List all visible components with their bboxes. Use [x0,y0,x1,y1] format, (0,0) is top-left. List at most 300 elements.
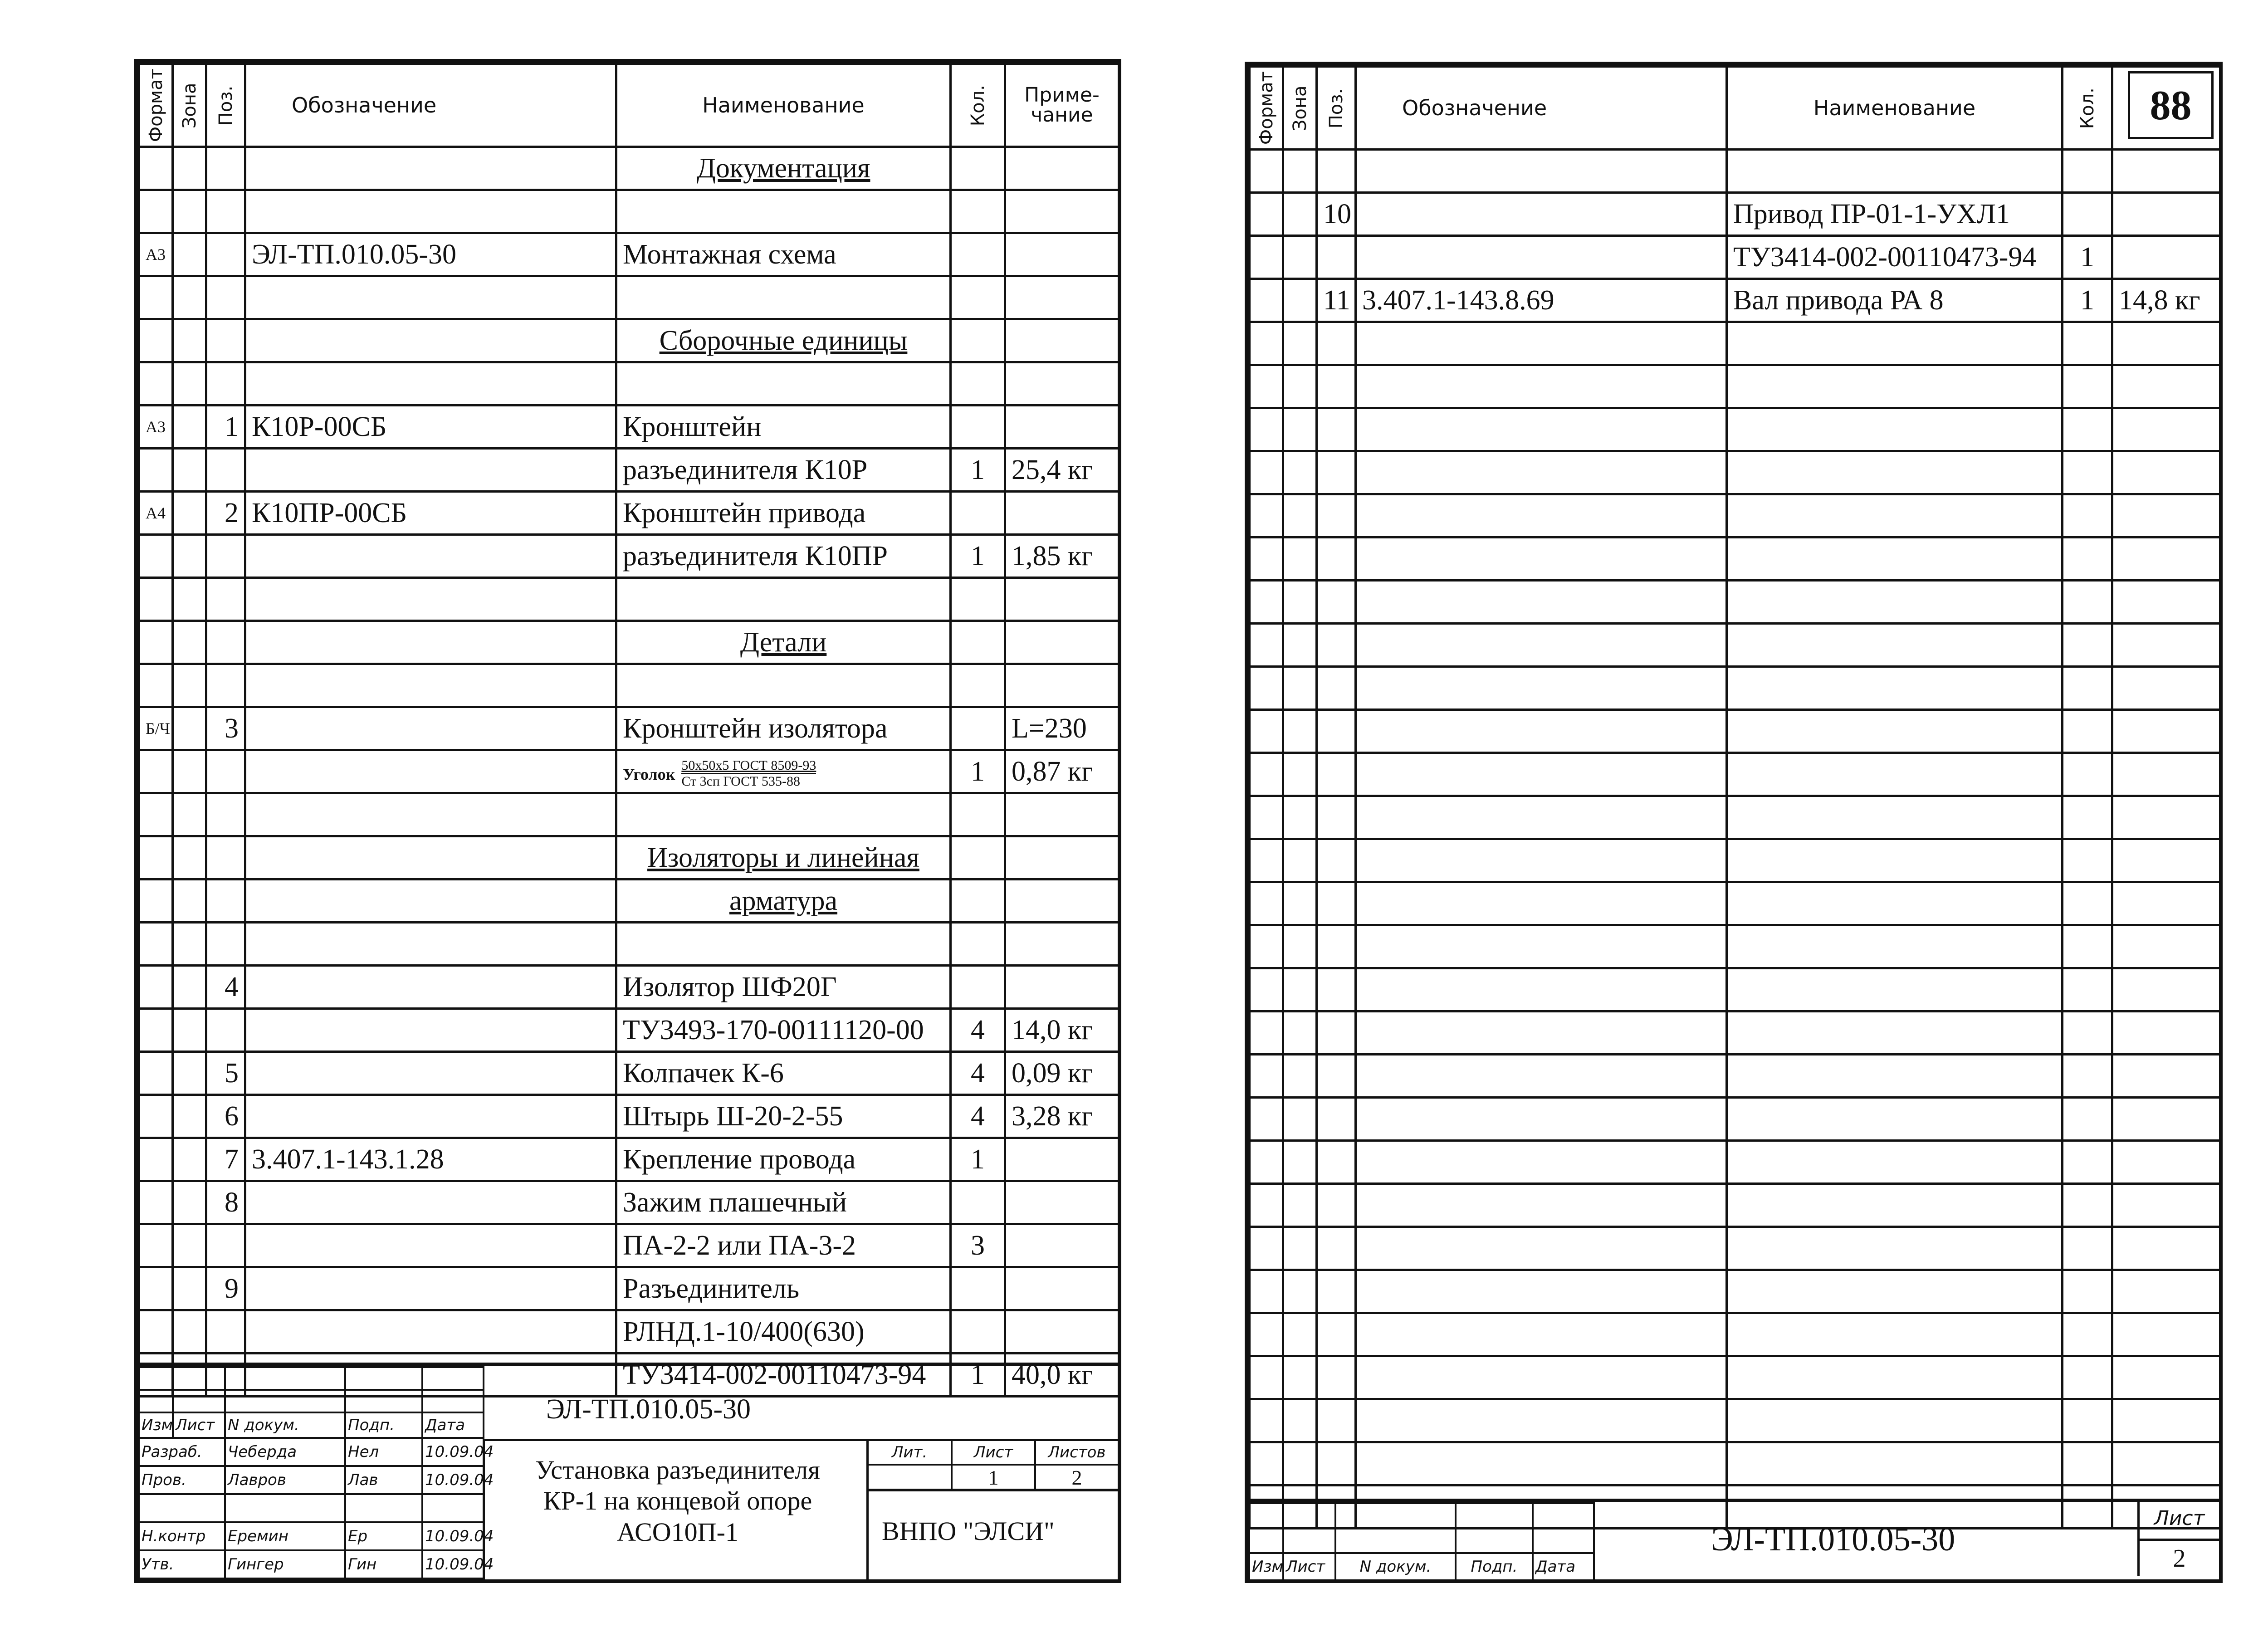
listov-value: 2 [1035,1465,1119,1490]
table-row [139,793,1119,836]
header-format-2: Формат [1250,67,1283,150]
empty-row [1250,581,2220,624]
table-row [139,492,1119,535]
empty-cell [1250,1442,1283,1485]
table-row [139,621,1119,664]
qty-cell [951,966,1005,1009]
empty-cell [1317,537,1356,581]
note-cell [1005,664,1119,707]
empty-cell [1283,408,1317,451]
role-label: Н.контр [139,1522,225,1550]
empty-cell [1356,581,1727,624]
format-cell [139,621,173,664]
zone-cell [173,492,206,535]
empty-cell [2063,882,2112,925]
empty-cell [2112,882,2220,925]
qty-cell: 1 [2063,279,2112,322]
document-title [492,1455,864,1548]
designation-cell: 3.407.1-143.8.69 [1356,279,1727,322]
empty-cell [1250,1399,1283,1442]
empty-cell [1317,1227,1356,1270]
empty-cell [1356,882,1727,925]
qty-cell [951,1181,1005,1224]
zone-cell [173,793,206,836]
empty-cell [1727,537,2063,581]
qty-cell [951,707,1005,750]
name-cell [1727,150,2063,193]
spec-sheet-1 [134,59,1121,1583]
table-row [139,923,1119,966]
qty-cell [951,190,1005,233]
sheet-info-grid [866,1439,1119,1491]
empty-cell [1727,1011,2063,1055]
empty-cell [2063,1055,2112,1098]
empty-cell [1317,925,1356,968]
empty-cell [1283,1055,1317,1098]
format-cell [139,578,173,621]
designation-cell [245,621,616,664]
table-row [139,664,1119,707]
zone-cell [173,1267,206,1310]
sign-date: 10.09.04 [422,1522,484,1550]
person-name: Еремин [225,1522,345,1550]
designation-cell: К10ПР-00СБ [245,492,616,535]
designation-cell [245,276,616,319]
qty-cell [2063,150,2112,193]
blank [422,1390,484,1412]
empty-cell [1317,968,1356,1011]
qty-cell [951,319,1005,362]
table-row [139,449,1119,492]
empty-cell [1250,451,1283,494]
designation-cell [245,1224,616,1267]
table-row [139,1095,1119,1138]
empty-cell [1356,494,1727,537]
empty-cell [1317,753,1356,796]
name-cell: Вал привода РА 8 [1727,279,2063,322]
table-row [1250,150,2220,193]
note-cell [1005,836,1119,880]
empty-cell [2063,624,2112,667]
role-label: Пров. [139,1466,225,1494]
empty-row [1250,408,2220,451]
designation-cell [1356,236,1727,279]
empty-cell [2063,322,2112,365]
zone-cell [173,880,206,923]
empty-cell [1356,968,1727,1011]
empty-cell [1317,494,1356,537]
empty-row [1250,710,2220,753]
pos-cell [206,362,245,406]
note-cell: 25,4 кг [1005,449,1119,492]
pos-cell [206,449,245,492]
name-cell [616,578,951,621]
format-cell: А3 [139,406,173,449]
blank [139,1367,173,1390]
format-cell [139,147,173,190]
person-name [225,1494,345,1522]
pos-cell [206,190,245,233]
empty-cell [1727,968,2063,1011]
designation-cell [245,319,616,362]
pos-cell [206,1009,245,1052]
empty-cell [2063,451,2112,494]
note-cell [2112,193,2220,236]
format-cell [139,880,173,923]
empty-cell [1283,1011,1317,1055]
signature: Гин [345,1550,422,1578]
profile-label: Уголок [623,765,675,784]
table-row [139,319,1119,362]
empty-cell [1250,624,1283,667]
name-cell [616,190,951,233]
lit-value [867,1465,952,1490]
table-row [139,535,1119,578]
sign-date: 10.09.04 [422,1466,484,1494]
pos-cell: 1 [206,406,245,449]
zone-cell [173,750,206,793]
empty-cell [1283,581,1317,624]
note-cell [1005,923,1119,966]
empty-cell [1356,667,1727,710]
empty-cell [1250,408,1283,451]
empty-row [1250,1098,2220,1141]
format-cell [139,1224,173,1267]
empty-cell [1283,1399,1317,1442]
empty-cell [2112,667,2220,710]
col-podp: Подп. [345,1412,422,1438]
col-data: Дата [422,1412,484,1438]
empty-cell [1356,753,1727,796]
qty-cell: 1 [951,1138,1005,1181]
empty-cell [1283,1184,1317,1227]
empty-cell [1317,451,1356,494]
empty-cell [1250,581,1283,624]
table-row [139,1181,1119,1224]
spec-table-2 [1248,65,2221,1529]
table-row [139,836,1119,880]
list-value: 1 [952,1465,1035,1490]
empty-cell [1356,1313,1727,1356]
table-row [139,707,1119,750]
zone-cell [173,664,206,707]
sign-date: 10.09.04 [422,1550,484,1578]
table-row [139,880,1119,923]
qty-cell [2063,193,2112,236]
blank [225,1367,345,1390]
empty-cell [1356,1227,1727,1270]
zone-cell [173,836,206,880]
designation-cell [245,923,616,966]
empty-cell [1356,1184,1727,1227]
blank [345,1390,422,1412]
designation-cell [245,1095,616,1138]
zone-cell [173,923,206,966]
table-row [139,233,1119,276]
empty-cell [1317,710,1356,753]
zone-cell [173,1310,206,1353]
empty-cell [1317,1399,1356,1442]
empty-cell [1250,1356,1283,1399]
material-fraction [681,758,816,788]
format-cell [139,923,173,966]
empty-cell [2063,968,2112,1011]
empty-cell [1727,1227,2063,1270]
empty-cell [1250,753,1283,796]
empty-cell [1283,451,1317,494]
qty-cell [951,793,1005,836]
empty-cell [1727,925,2063,968]
table-row [1250,193,2220,236]
empty-cell [1283,1098,1317,1141]
empty-cell [1250,1141,1283,1184]
empty-cell [1356,1055,1727,1098]
organization: ВНПО "ЭЛСИ" [882,1516,1055,1546]
format-cell [139,836,173,880]
empty-cell [1250,968,1283,1011]
pos-cell [206,880,245,923]
designation-cell [245,449,616,492]
empty-cell [1727,1270,2063,1313]
qty-cell: 4 [951,1095,1005,1138]
empty-cell [1727,624,2063,667]
empty-cell [2112,451,2220,494]
empty-cell [2063,839,2112,882]
empty-cell [1250,1098,1283,1141]
col-izm-2: Изм [1249,1553,1283,1580]
note-cell: 14,8 кг [2112,279,2220,322]
empty-row [1250,1011,2220,1055]
qty-cell [951,621,1005,664]
empty-row [1250,753,2220,796]
signature-grid [138,1366,494,1579]
empty-cell [1250,1055,1283,1098]
empty-cell [2063,796,2112,839]
empty-cell [1317,1055,1356,1098]
empty-cell [1283,839,1317,882]
qty-cell [951,880,1005,923]
empty-row [1250,1227,2220,1270]
designation-cell [245,750,616,793]
name-cell: Монтажная схема [616,233,951,276]
name-cell: разъединителя К10ПР [616,535,951,578]
name-cell: Кронштейн [616,406,951,449]
name-cell: Изолятор ШФ20Г [616,966,951,1009]
empty-cell [2112,1270,2220,1313]
format-cell [139,664,173,707]
pos-cell: 11 [1317,279,1356,322]
empty-cell [2063,365,2112,408]
role-label: Утв. [139,1550,225,1578]
note-cell [1005,880,1119,923]
qty-cell: 4 [951,1052,1005,1095]
empty-cell [1317,365,1356,408]
name-cell: разъединителя К10Р [616,449,951,492]
empty-cell [1356,408,1727,451]
empty-row [1250,1270,2220,1313]
header-qty: Кол. [951,64,1005,147]
empty-row [1250,796,2220,839]
sign-date [422,1494,484,1522]
empty-cell [2063,925,2112,968]
pos-cell: 5 [206,1052,245,1095]
pos-cell [206,621,245,664]
pos-cell [206,923,245,966]
designation-cell [245,535,616,578]
empty-cell [2112,624,2220,667]
table-row [139,362,1119,406]
format-cell [139,966,173,1009]
zone-cell [1283,193,1317,236]
empty-cell [1250,839,1283,882]
sheet-number-cell [2112,67,2220,150]
empty-cell [1727,494,2063,537]
table-row [139,966,1119,1009]
empty-cell [2063,710,2112,753]
qty-cell: 1 [951,1353,1005,1397]
empty-cell [2112,753,2220,796]
empty-row [1250,1184,2220,1227]
empty-cell [1727,1141,2063,1184]
qty-cell [951,147,1005,190]
name-cell: Зажим плашечный [616,1181,951,1224]
format-cell [139,449,173,492]
empty-cell [1727,322,2063,365]
table-row [139,1267,1119,1310]
person-name: Лавров [225,1466,345,1494]
doc-code-1: ЭЛ-ТП.010.05-30 [546,1394,751,1425]
designation-cell [245,836,616,880]
empty-cell [1727,408,2063,451]
format-cell [139,750,173,793]
designation-cell [245,793,616,836]
format-cell [139,1052,173,1095]
change-grid [1248,1502,1595,1581]
qty-cell [951,362,1005,406]
empty-cell [2063,1399,2112,1442]
empty-cell [1250,1227,1283,1270]
empty-cell [1727,581,2063,624]
empty-cell [1727,710,2063,753]
empty-row [1250,322,2220,365]
empty-cell [2112,1141,2220,1184]
section-heading: Детали [616,621,951,664]
note-cell [1005,147,1119,190]
empty-cell [1727,667,2063,710]
pos-cell [206,233,245,276]
empty-cell [1356,365,1727,408]
name-cell: Колпачек К-6 [616,1052,951,1095]
name-cell: ТУ3414-002-00110473-94 [616,1353,951,1397]
empty-cell [2063,494,2112,537]
note-cell [1005,362,1119,406]
empty-cell [1356,451,1727,494]
header-pos-2: Поз. [1317,67,1356,150]
zone-cell [173,1052,206,1095]
header-format: Формат [139,64,173,147]
designation-cell [245,190,616,233]
format-cell [139,1009,173,1052]
pos-cell: 7 [206,1138,245,1181]
empty-cell [2112,1098,2220,1141]
empty-cell [2112,1227,2220,1270]
format-cell [139,1095,173,1138]
empty-cell [1356,1442,1727,1485]
empty-row [1250,882,2220,925]
zone-cell [173,190,206,233]
name-cell: ТУ3414-002-00110473-94 [1727,236,2063,279]
col-list: Лист [173,1412,225,1438]
name-cell [616,750,951,793]
pos-cell [206,319,245,362]
empty-cell [2063,1098,2112,1141]
empty-cell [1356,537,1727,581]
format-cell [1250,236,1283,279]
empty-cell [2112,1356,2220,1399]
fraction-numerator: 50х50х5 ГОСТ 8509-93 [681,758,816,774]
empty-cell [1317,322,1356,365]
qty-cell [951,578,1005,621]
empty-cell [1356,322,1727,365]
qty-cell [951,923,1005,966]
empty-cell [1283,537,1317,581]
pos-cell: 9 [206,1267,245,1310]
empty-cell [1727,1442,2063,1485]
name-cell: ТУ3493-170-00111120-00 [616,1009,951,1052]
listov-label: Листов [1035,1440,1119,1465]
empty-row [1250,925,2220,968]
header-designation-2: Обозначение [1356,67,1727,150]
col-izm: Изм [139,1412,173,1438]
empty-cell [2063,408,2112,451]
role-label [139,1494,225,1522]
empty-cell [1283,968,1317,1011]
empty-cell [2112,494,2220,537]
qty-cell [951,1267,1005,1310]
qty-cell: 1 [951,750,1005,793]
table-row [139,1310,1119,1353]
designation-cell [245,1181,616,1224]
table-row [1250,236,2220,279]
empty-cell [1356,1098,1727,1141]
header-pos: Поз. [206,64,245,147]
header-designation: Обозначение [245,64,616,147]
section-heading: Изоляторы и линейная [616,836,951,880]
header-note: Приме- чание [1005,64,1119,147]
zone-cell [173,449,206,492]
zone-cell [173,578,206,621]
note-cell [1005,492,1119,535]
empty-cell [1283,1313,1317,1356]
format-cell [139,362,173,406]
empty-cell [2063,1313,2112,1356]
empty-row [1250,839,2220,882]
empty-cell [2063,1356,2112,1399]
empty-cell [1356,796,1727,839]
header-qty-2: Кол. [2063,67,2112,150]
empty-cell [1317,1313,1356,1356]
note-cell [1005,793,1119,836]
empty-cell [2112,322,2220,365]
empty-cell [1283,1356,1317,1399]
empty-cell [2112,537,2220,581]
empty-cell [1250,796,1283,839]
designation-cell [245,966,616,1009]
empty-cell [1727,1399,2063,1442]
signature [345,1494,422,1522]
format-cell [1250,193,1283,236]
note-cell: 1,85 кг [1005,535,1119,578]
